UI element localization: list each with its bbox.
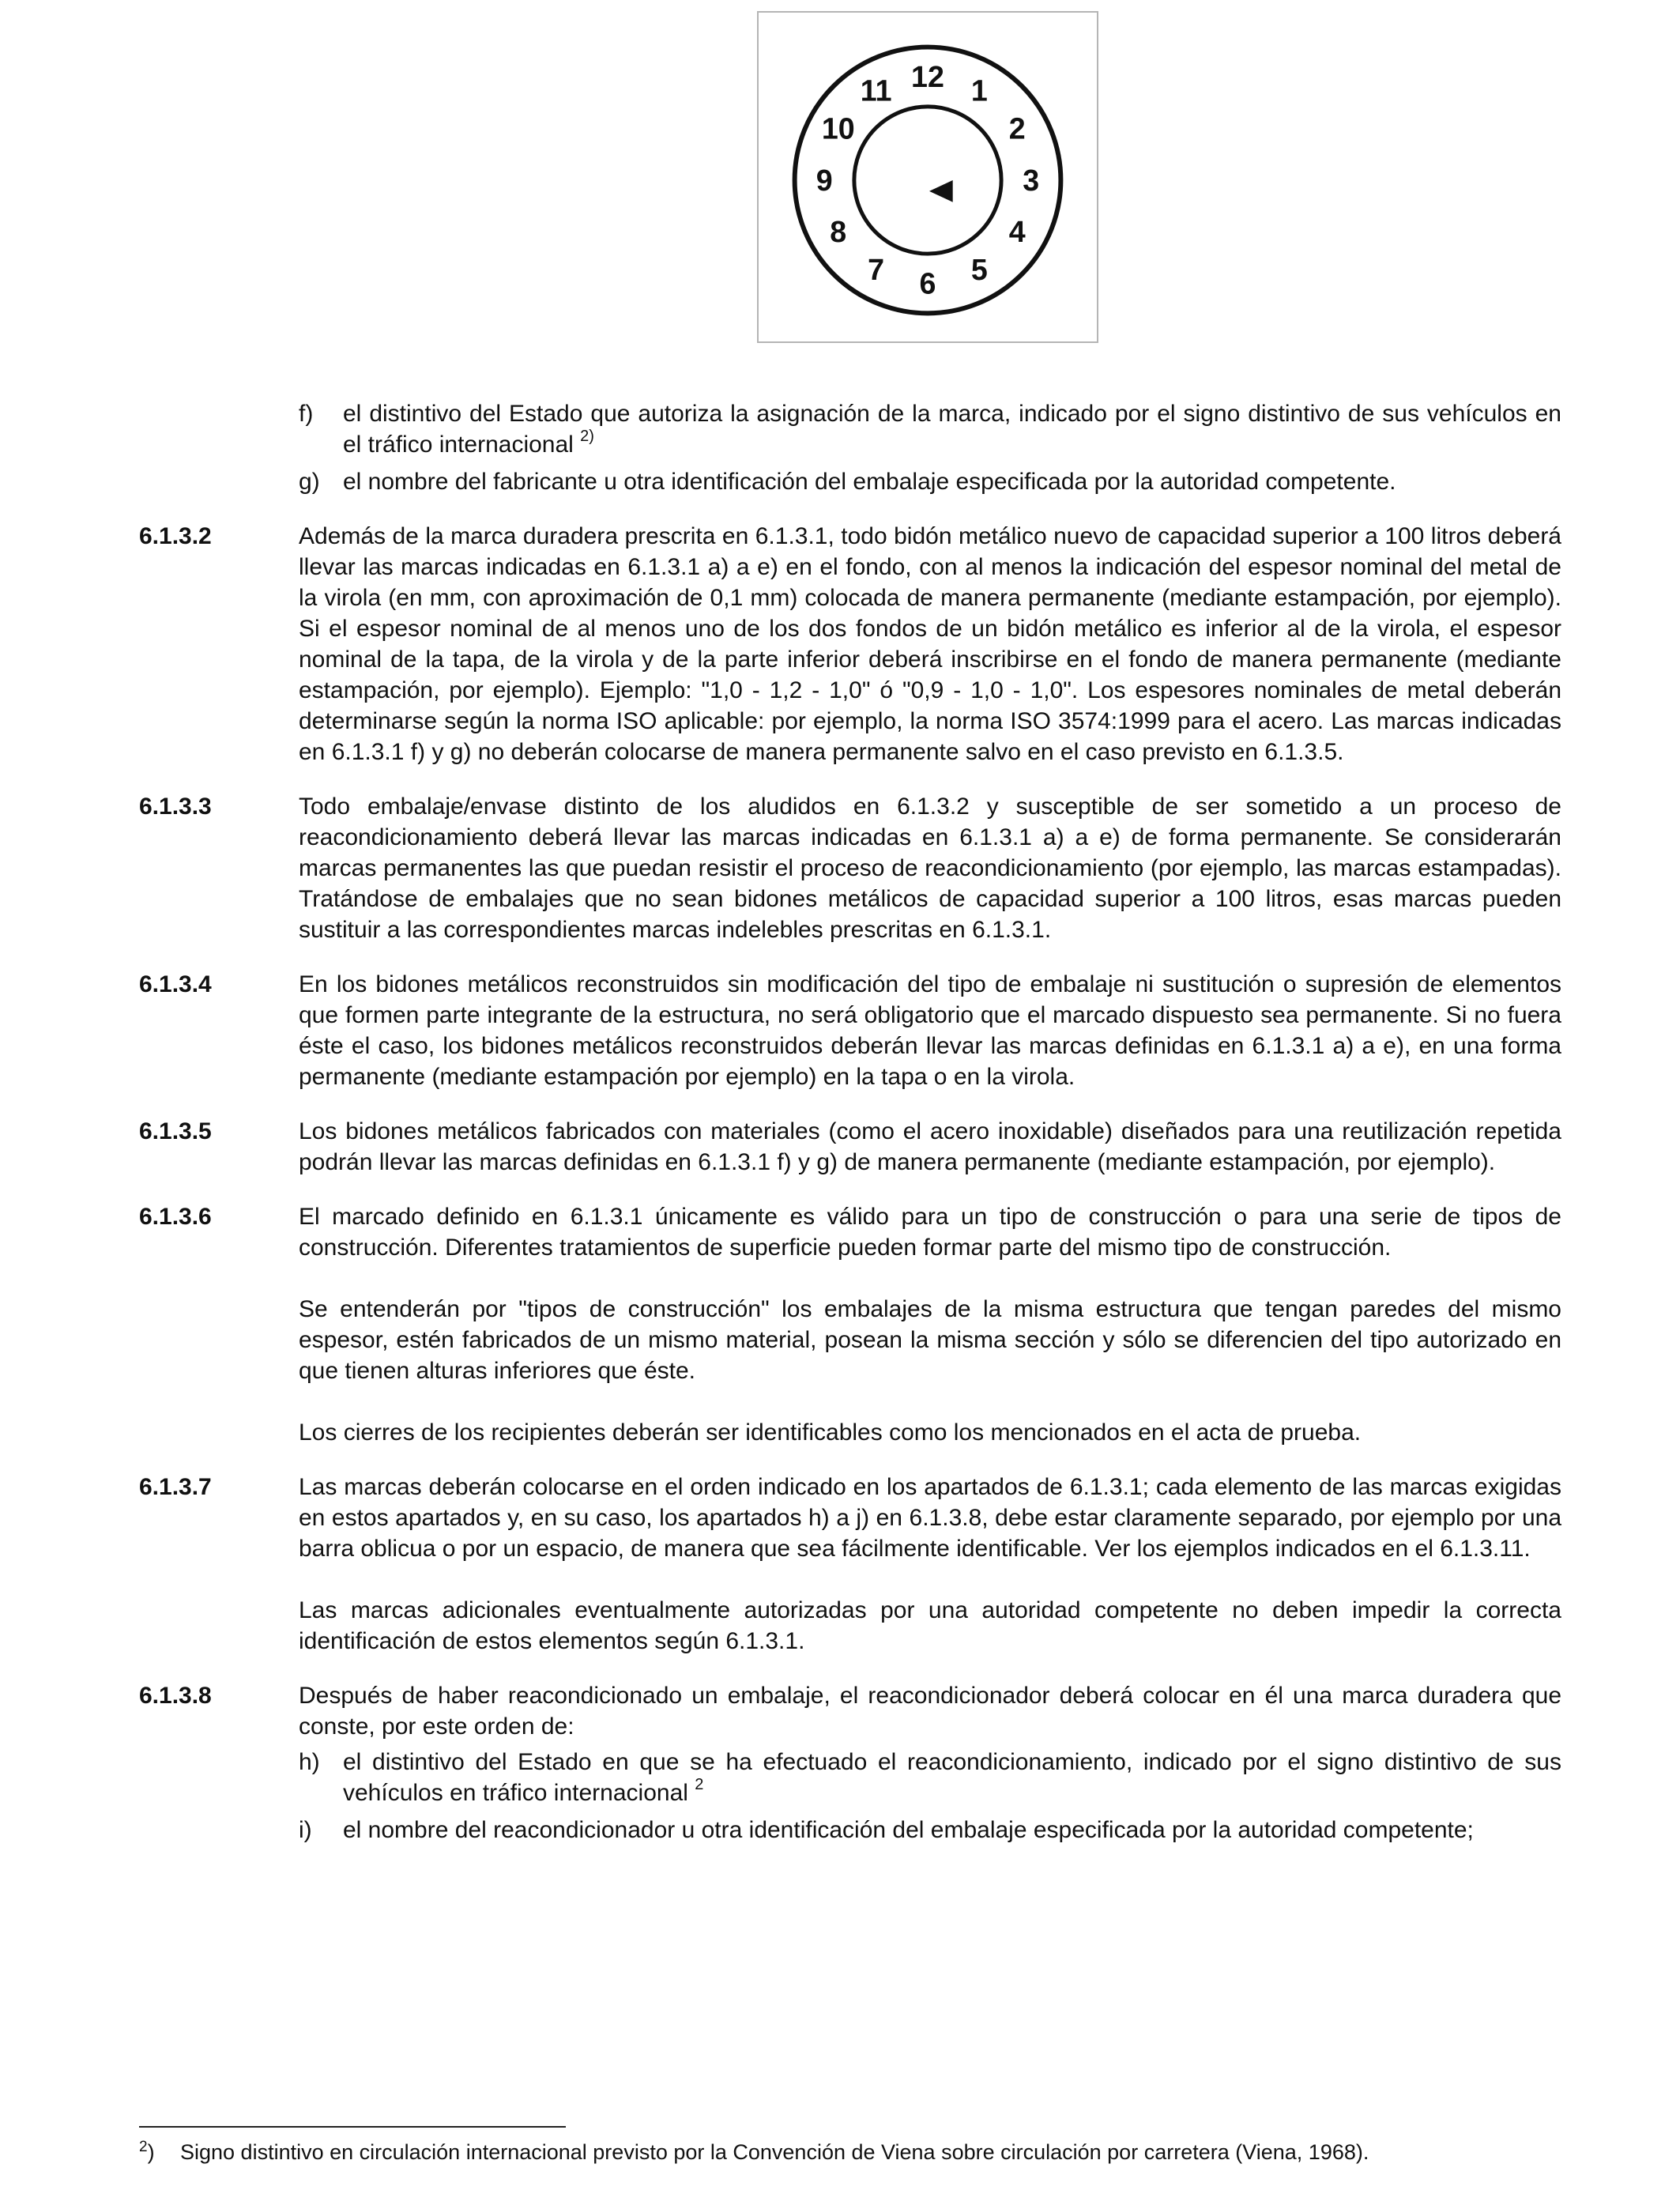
list-fg: [299, 398, 1561, 497]
dial-number: 7: [868, 253, 885, 287]
dial-number: 3: [1023, 163, 1040, 197]
section-number: 6.1.3.8: [139, 1683, 212, 1709]
section-6-1-3-6: [139, 1201, 1561, 1448]
section-number: 6.1.3.5: [139, 1118, 212, 1144]
dial-number: 6: [919, 266, 936, 300]
paragraph: En los bidones metálicos reconstruidos sin modificación del tipo de embalaje ni sustitución o supresión de elementos que formen parte integrante de la estructura, no será obligatorio que el marcado dispuesto sea permanente. Si no fuera éste el caso, los bidones metálicos reconstruidos deberán llevar las marcas definidas en 6.1.3.1 a) a e), en una forma permanente (mediante estampación por ejemplo) en la tapa o en la virola.: [299, 971, 1561, 1090]
footnote-rule: [139, 2126, 566, 2128]
section-number: 6.1.3.2: [139, 523, 212, 549]
pointer-triangle-icon: [929, 180, 953, 202]
list-item-g: g) el nombre del fabricante u otra identificación del embalaje especificada por la autoridad competente.: [299, 469, 1396, 495]
dial-number: 12: [911, 60, 944, 94]
section-6-1-3-3: [139, 791, 1561, 945]
dial-number: 1: [970, 74, 988, 107]
paragraph: Las marcas deberán colocarse en el orden indicado en los apartados de 6.1.3.1; cada elemento de las marcas exigidas en estos apartados y, en su caso, los apartados h) a j) en 6.1.3.8, debe estar claramente separado, por ejemplo por una barra oblicua o por un espacio, de manera que sea fácilmente identificable. Ver los ejemplos indicados en el 6.1.3.11.: [299, 1474, 1561, 1562]
document-body: [139, 398, 1561, 1869]
list-item-f: f) el distintivo del Estado que autoriza la asignación de la marca, indicado por el signo distintivo de sus vehículos en el tráfico internacional $^{2)}$: [299, 401, 1561, 458]
dial-number: 10: [821, 111, 855, 145]
paragraph: Todo embalaje/envase distinto de los aludidos en 6.1.3.2 y susceptible de ser sometido a un proceso de reacondicionamiento deberá llevar las marcas indicadas en 6.1.3.1 a) a e) de forma permanente. Se considerarán marcas permanentes las que puedan resistir el proceso de reacondicionamiento (por ejemplo, las marcas estampadas). Tratándose de embalajes que no sean bidones metálicos de capacidad superior a 100 litros, esas marcas pueden sustituir a las correspondientes marcas indelebles prescritas en 6.1.3.1.: [299, 794, 1561, 943]
date-dial-figure: [757, 11, 1098, 343]
list-item-i: i) el nombre del reacondicionador u otra identificación del embalaje especificada por la autoridad competente;: [299, 1817, 1474, 1843]
section-number: 6.1.3.4: [139, 971, 212, 997]
footnote: $^2$) Signo distintivo en circulación internacional previsto por la Convención de Viena sobre circulación por carretera (Viena, 1968).: [139, 2139, 1369, 2164]
paragraph: Las marcas adicionales eventualmente autorizadas por una autoridad competente no deben impedir la correcta identificación de estos elementos según 6.1.3.1.: [299, 1597, 1561, 1654]
dial-number: 8: [830, 215, 847, 249]
section-6-1-3-2: [139, 521, 1561, 767]
paragraph: Los bidones metálicos fabricados con materiales (como el acero inoxidable) diseñados para una reutilización repetida podrán llevar las marcas definidas en 6.1.3.1 f) y g) de manera permanente (mediante estampación, por ejemplo).: [299, 1118, 1561, 1175]
section-6-1-3-4: [139, 969, 1561, 1092]
paragraph: El marcado definido en 6.1.3.1 únicamente es válido para un tipo de construcción o para una serie de tipos de construcción. Diferentes tratamientos de superficie pueden formar parte del mismo tipo de construcción.: [299, 1204, 1561, 1261]
dial-number: 4: [1008, 215, 1026, 249]
section-6-1-3-8: [139, 1680, 1561, 1845]
section-number: 6.1.3.7: [139, 1474, 212, 1500]
dial-number: 11: [860, 74, 892, 107]
section-number: 6.1.3.6: [139, 1204, 212, 1230]
section-6-1-3-7: [139, 1472, 1561, 1657]
dial-number: 2: [1008, 111, 1026, 145]
dial-number: 9: [816, 163, 833, 197]
dial-number: 5: [970, 253, 988, 287]
section-6-1-3-5: [139, 1116, 1561, 1178]
list-item-h: h) el distintivo del Estado en que se ha efectuado el reacondicionamiento, indicado por el signo distintivo de sus vehículos en tráfico internacional $^2$: [299, 1749, 1561, 1806]
paragraph: Los cierres de los recipientes deberán ser identificables como los mencionados en el acta de prueba.: [299, 1419, 1362, 1446]
paragraph: Después de haber reacondicionado un embalaje, el reacondicionador deberá colocar en él una marca duradera que conste, por este orden de:: [299, 1683, 1561, 1740]
paragraph: Además de la marca duradera prescrita en 6.1.3.1, todo bidón metálico nuevo de capacidad superior a 100 litros deberá llevar las marcas indicadas en 6.1.3.1 a) a e) en el fondo, con al menos la indicación del espesor nominal del metal de la virola (en mm, con aproximación de 0,1 mm) colocada de manera permanente (mediante estampación, por ejemplo). Si el espesor nominal de al menos uno de los dos fondos de un bidón metálico es inferior al de la virola, el espesor nominal de la tapa, de la virola y de la parte inferior deberá inscribirse en el fondo de manera permanente (mediante estampación, por ejemplo). Ejemplo: "1,0 - 1,2 - 1,0" ó "0,9 - 1,0 - 1,0". Los espesores nominales de metal deberán determinarse según la norma ISO aplicable: por ejemplo, la norma ISO 3574:1999 para el acero. Las marcas indicadas en 6.1.3.1 f) y g) no deberán colocarse de manera permanente salvo en el caso previsto en 6.1.3.5.: [299, 523, 1561, 765]
paragraph: Se entenderán por "tipos de construcción" los embalajes de la misma estructura que tengan paredes del mismo espesor, estén fabricados de un mismo material, posean la misma sección y sólo se diferencien del tipo autorizado en que tienen alturas inferiores que éste.: [299, 1296, 1561, 1384]
clock-dial-icon: [759, 13, 1097, 341]
section-number: 6.1.3.3: [139, 794, 212, 820]
